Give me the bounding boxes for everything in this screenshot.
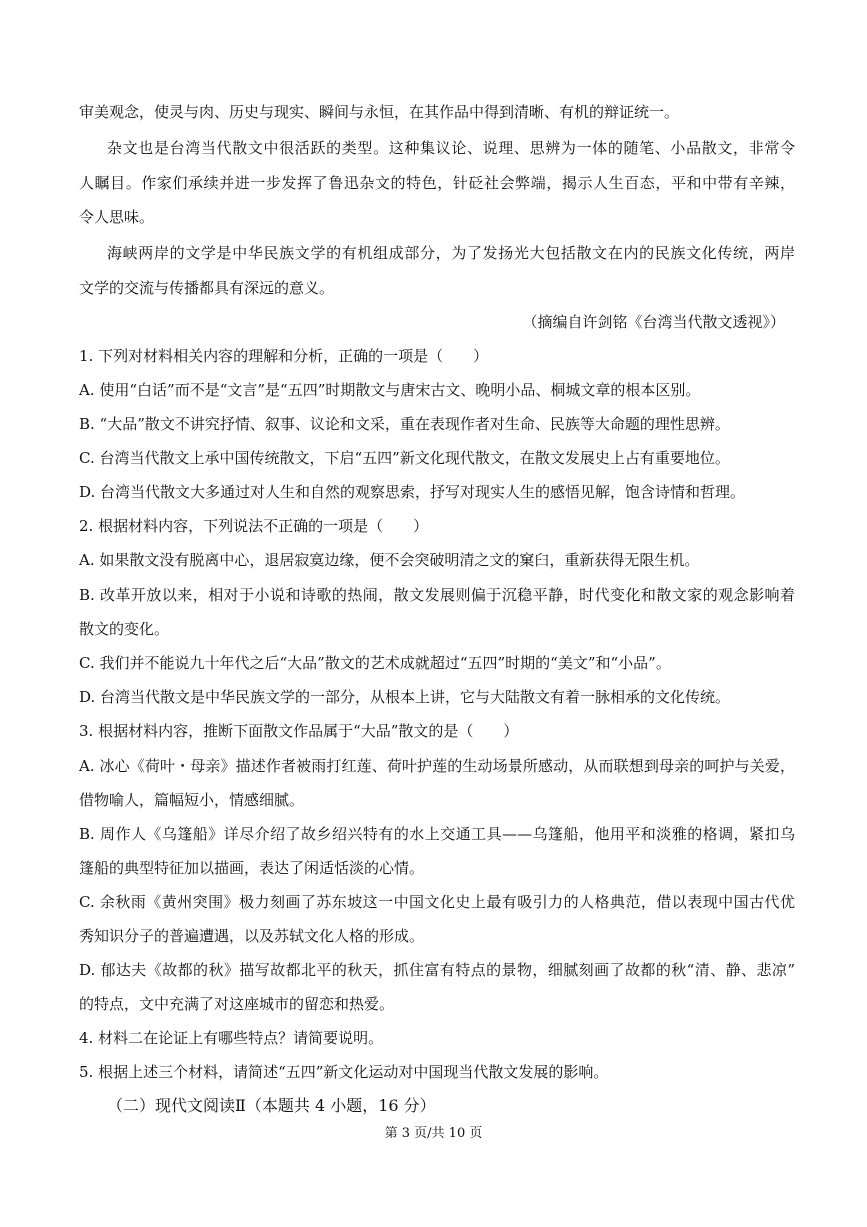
question-3-option-d-line2: 的特点，文中充满了对这座城市的留恋和热爱。 — [79, 995, 395, 1013]
question-1-option-d: D. 台湾当代散文大多通过对人生和自然的观察思索，抒写对现实人生的感悟见解，饱含诗情和哲理。 — [79, 483, 746, 501]
question-2-option-a: A. 如果散文没有脱离中心，退居寂寞边缘，便不会突破明清之文的窠臼，重新获得无限生机。 — [79, 551, 700, 569]
question-3-option-a-line2: 借物喻人，篇幅短小，情感细腻。 — [79, 791, 305, 809]
passage-paragraph-haixia-line1: 海峡两岸的文学是中华民族文学的有机组成部分，为了发扬光大包括散文在内的民族文化传统，两岸 — [107, 244, 795, 262]
question-3-stem: 3. 根据材料内容，推断下面散文作品属于“大品”散文的是（ ） — [79, 722, 519, 740]
passage-source: （摘编自许剑铭《台湾当代散文透视》） — [522, 313, 785, 331]
question-1-stem: 1. 下列对材料相关内容的理解和分析，正确的一项是（ ） — [79, 347, 489, 365]
question-4-stem: 4. 材料二在论证上有哪些特点？请简要说明。 — [79, 1029, 384, 1047]
question-2-option-b-line2: 散文的变化。 — [79, 620, 170, 638]
question-1-option-b: B. “大品”散文不讲究抒情、叙事、议论和文采，重在表现作者对生命、民族等大命题的理性思辨。 — [79, 415, 730, 433]
question-1-option-a: A. 使用“白话”而不是“文言”是“五四”时期散文与唐宋古文、晚明小品、桐城文章的根本区别。 — [79, 381, 701, 399]
passage-paragraph-haixia-line2: 文学的交流与传播都具有深远的意义。 — [79, 279, 335, 297]
question-3-option-a-line1: A. 冰心《荷叶・母亲》描述作者被雨打红莲、荷叶护莲的生动场景所感动，从而联想到母亲的呵护与关爱， — [79, 757, 795, 775]
passage-paragraph-zawen-line3: 令人思味。 — [79, 208, 155, 226]
question-2-option-d: D. 台湾当代散文是中华民族文学的一部分，从根本上讲，它与大陆散文有着一脉相承的文化传统。 — [79, 688, 731, 706]
question-3-option-c-line1: C. 余秋雨《黄州突围》极力刻画了苏东坡这一中国文化史上最有吸引力的人格典范，借以表现中国古代优 — [79, 893, 795, 911]
question-2-option-c: C. 我们并不能说九十年代之后“大品”散文的艺术成就超过“五四”时期的“美文”和“小品”。 — [79, 654, 671, 672]
question-1-option-c: C. 台湾当代散文上承中国传统散文，下启“五四”新文化现代散文，在散文发展史上占有重要地位。 — [79, 449, 730, 467]
question-3-option-b-line1: B. 周作人《乌篷船》详尽介绍了故乡绍兴特有的水上交通工具——乌篷船，他用平和淡雅的格调，紧扣乌 — [79, 825, 795, 843]
page-number-footer: 第 3 页/共 10 页 — [384, 1126, 483, 1141]
question-2-option-b-line1: B. 改革开放以来，相对于小说和诗歌的热闹，散文发展则偏于沉稳平静，时代变化和散文家的观念影响着 — [79, 586, 795, 604]
passage-paragraph-zawen-line2: 人瞩目。作家们承续并进一步发挥了鲁迅杂文的特色，针砭社会弊端，揭示人生百态，平和中带有辛辣， — [79, 174, 795, 192]
question-3-option-c-line2: 秀知识分子的普遍遭遇，以及苏轼文化人格的形成。 — [79, 927, 425, 945]
passage-paragraph-zawen-line1: 杂文也是台湾当代散文中很活跃的类型。这种集议论、说理、思辨为一体的随笔、小品散文，非常令 — [107, 139, 795, 157]
section-2-heading: （二）现代文阅读Ⅱ（本题共 4 小题，16 分） — [107, 1096, 436, 1115]
passage-paragraph-end: 审美观念，使灵与肉、历史与现实、瞬间与永恒，在其作品中得到清晰、有机的辩证统一。 — [79, 103, 680, 121]
question-5-stem: 5. 根据上述三个材料，请简述“五四”新文化运动对中国现当代散文发展的影响。 — [79, 1063, 609, 1081]
question-2-stem: 2. 根据材料内容，下列说法不正确的一项是（ ） — [79, 517, 429, 535]
question-3-option-d-line1: D. 郁达夫《故都的秋》描写故都北平的秋天，抓住富有特点的景物，细腻刻画了故都的秋“清、静、悲凉” — [79, 961, 795, 979]
question-3-option-b-line2: 篷船的典型特征加以描画，表达了闲适恬淡的心情。 — [79, 859, 425, 877]
